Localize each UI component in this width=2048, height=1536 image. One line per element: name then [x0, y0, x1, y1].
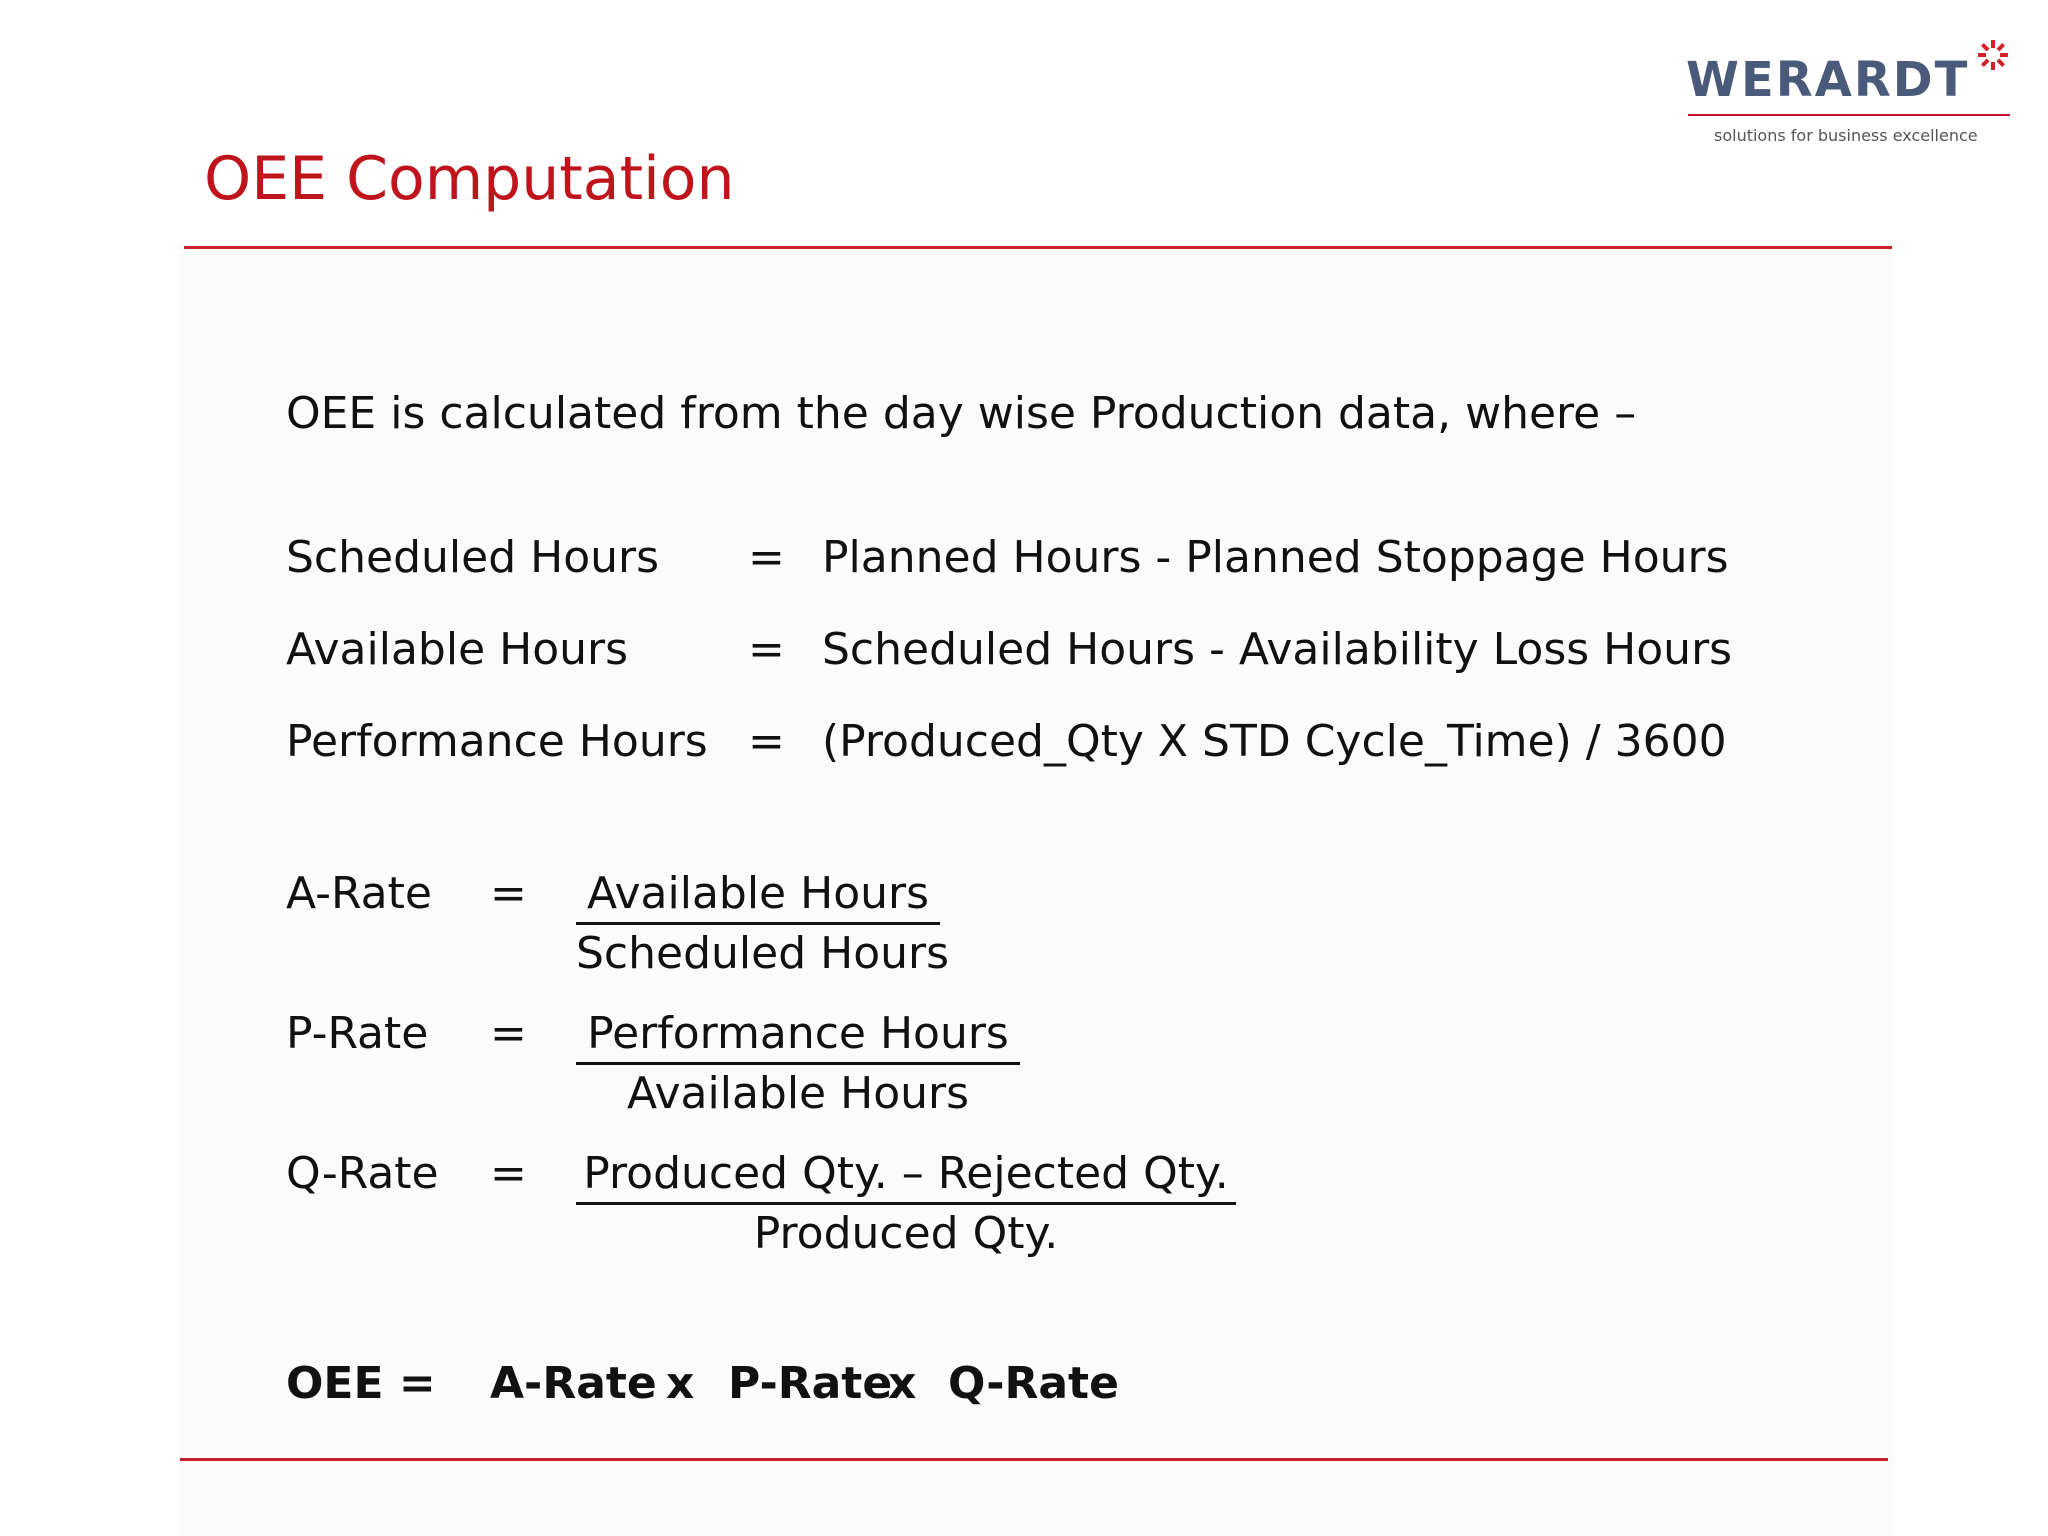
- equals-sign: =: [748, 624, 785, 675]
- equals-sign: =: [748, 716, 785, 767]
- p-rate-label: P-Rate: [286, 1008, 429, 1059]
- equals-sign: =: [490, 868, 527, 919]
- fraction-bar: [576, 1062, 1020, 1065]
- definition-expression: Planned Hours - Planned Stoppage Hours: [822, 532, 1729, 583]
- intro-text: OEE is calculated from the day wise Production data, where –: [286, 388, 1637, 439]
- definition-expression: Scheduled Hours - Availability Loss Hours: [822, 624, 1733, 675]
- definition-label: Available Hours: [286, 624, 629, 675]
- fraction-bar: [576, 922, 940, 925]
- logo-divider: [1688, 114, 2010, 116]
- multiply-sign: x: [888, 1358, 917, 1409]
- logo-burst-icon: [1976, 38, 2010, 72]
- logo-wordmark: WERARDT: [1686, 52, 1970, 108]
- fraction-bar: [576, 1202, 1236, 1205]
- slide-title: OEE Computation: [204, 144, 735, 214]
- fraction-denominator: Scheduled Hours: [576, 928, 950, 979]
- fraction-numerator: Available Hours: [586, 868, 930, 919]
- oee-label: OEE =: [286, 1358, 436, 1409]
- footer-divider: [180, 1458, 1888, 1461]
- oee-term-p-rate: P-Rate: [728, 1358, 893, 1409]
- fraction-denominator: Produced Qty.: [753, 1208, 1059, 1259]
- equals-sign: =: [490, 1148, 527, 1199]
- definition-label: Performance Hours: [286, 716, 708, 767]
- oee-term-q-rate: Q-Rate: [948, 1358, 1119, 1409]
- multiply-sign: x: [666, 1358, 695, 1409]
- definition-label: Scheduled Hours: [286, 532, 660, 583]
- equals-sign: =: [490, 1008, 527, 1059]
- fraction-denominator: Available Hours: [626, 1068, 970, 1119]
- title-divider: [184, 246, 1892, 249]
- logo-tagline: solutions for business excellence: [1714, 126, 1978, 145]
- content-panel: [178, 252, 1894, 1536]
- werardt-logo: [1686, 38, 2016, 150]
- q-rate-label: Q-Rate: [286, 1148, 439, 1199]
- equals-sign: =: [748, 532, 785, 583]
- fraction-numerator: Performance Hours: [587, 1008, 1009, 1059]
- a-rate-label: A-Rate: [286, 868, 432, 919]
- oee-term-a-rate: A-Rate: [490, 1358, 657, 1409]
- fraction-numerator: Produced Qty. – Rejected Qty.: [583, 1148, 1229, 1199]
- definition-expression: (Produced_Qty X STD Cycle_Time) / 3600: [822, 716, 1727, 767]
